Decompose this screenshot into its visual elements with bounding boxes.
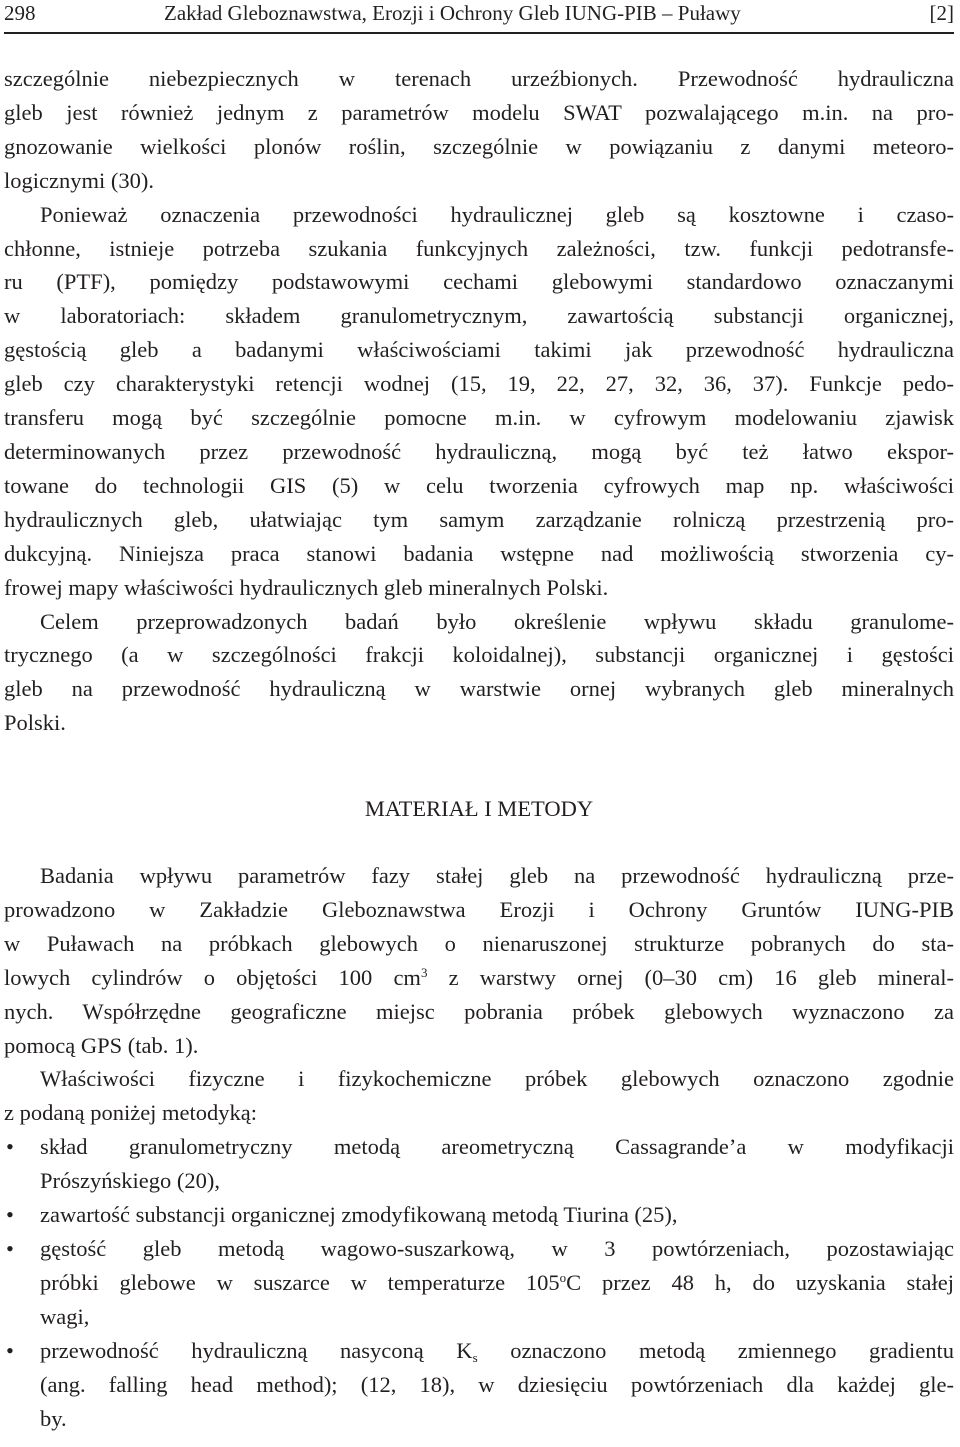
text-line: frowej mapy właściwości hydraulicznych gleb mineralnych Polski. <box>4 574 609 600</box>
text-run: oznaczono metodą zmiennego gradientu <box>477 1337 954 1363</box>
text-line: gnozowanie wielkości plonów roślin, szczególnie w powiązaniu z danymi meteoro- <box>4 133 954 159</box>
text-line: Celem przeprowadzonych badań było określenie wpływu składu granulome- <box>40 608 954 634</box>
text-line: nych. Współrzędne geograficzne miejsc pobrania próbek glebowych wyznaczono za <box>4 998 954 1024</box>
page-number: 298 <box>4 1 36 25</box>
list-item <box>4 1130 954 1198</box>
reference-tag: [2] <box>929 1 954 25</box>
bullet-icon: • <box>6 1202 14 1228</box>
text-line: w laboratoriach: składem granulometrycznym, zawartością substancji organicznej, <box>4 303 954 329</box>
bullet-icon: • <box>6 1236 14 1261</box>
section-heading: MATERIAŁ I METODY <box>364 796 594 822</box>
list-item <box>4 1198 954 1232</box>
text-line: hydraulicznych gleb, ułatwiając tym samym zarządzanie rolniczą przestrzenią pro- <box>4 506 954 532</box>
text-run: C przez 48 h, do uzyskania stałej <box>566 1269 954 1295</box>
spacer <box>4 826 954 859</box>
text-line: wagi, <box>40 1303 90 1329</box>
text-line: skład granulometryczny metodą areometryczną Cassagrande’a w modyfikacji <box>40 1134 954 1160</box>
text-line: Badania wpływu parametrów fazy stałej gleb na przewodność hydrauliczną prze- <box>40 863 954 889</box>
text-line: Polski. <box>4 710 66 736</box>
paragraph <box>4 62 954 198</box>
text-line: w Puławach na próbkach glebowych o nienaruszonej strukturze pobranych do sta- <box>4 930 954 956</box>
text-line: (ang. falling head method); (12, 18), w dziesięciu powtórzeniach dla każdej gle- <box>40 1371 954 1397</box>
text-line: gęstość gleb metodą wagowo-suszarkową, w 3 powtórzeniach, pozostawiając <box>40 1236 954 1261</box>
text-line: Prószyńskiego (20), <box>40 1168 220 1194</box>
text-line: Ponieważ oznaczenia przewodności hydraulicznej gleb są kosztowne i czaso- <box>40 201 954 227</box>
text-line: gleb na przewodność hydrauliczną w warstwie ornej wybranych gleb mineralnych <box>4 676 954 702</box>
list-item <box>4 1232 954 1334</box>
text-line: prowadzono w Zakładzie Gleboznawstwa Erozji i Ochrony Gruntów IUNG-PIB <box>4 896 954 922</box>
paragraph <box>4 1062 954 1130</box>
text-line: zawartość substancji organicznej zmodyfikowaną metodą Tiurina (25), <box>40 1202 678 1228</box>
text-line: gleb jest również jednym z parametrów modelu SWAT pozwalającego m.in. na pro- <box>4 99 954 125</box>
text-line: Właściwości fizyczne i fizykochemiczne próbek glebowych oznaczono zgodnie <box>40 1066 954 1092</box>
paragraph <box>4 859 954 1062</box>
paragraph <box>4 198 954 605</box>
text-line <box>40 1334 954 1368</box>
text-line: gleb czy charakterystyki retencji wodnej (15, 19, 22, 27, 32, 36, 37). Funkcje pedo- <box>4 371 954 397</box>
text-run: próbki glebowe w suszarce w temperaturze 105 <box>40 1269 560 1295</box>
list-item <box>4 1334 954 1436</box>
text-run: lowych cylindrów o objętości 100 cm <box>4 964 421 990</box>
text-run: z warstwy ornej (0–30 cm) 16 gleb mineral- <box>427 964 954 990</box>
text-line: trycznego (a w szczególności frakcji koloidalnej), substancji organicznej i gęstości <box>4 642 954 668</box>
header-rule <box>4 32 954 34</box>
text-line: z podaną poniżej metodyką: <box>4 1100 258 1126</box>
running-header <box>4 0 954 36</box>
text-line: determinowanych przez przewodność hydrauliczną, mogą być też łatwo ekspor- <box>4 438 954 464</box>
subscript: s <box>472 1349 478 1365</box>
bullet-icon: • <box>6 1134 14 1160</box>
paragraph <box>4 605 954 741</box>
superscript: o <box>559 1269 567 1285</box>
text-line: logicznymi (30). <box>4 167 154 193</box>
spacer <box>4 740 954 792</box>
bullet-icon: • <box>6 1337 14 1363</box>
text-line: dukcyjną. Niniejsza praca stanowi badania wstępne nad możliwością stworzenia cy- <box>4 540 954 566</box>
running-title: Zakład Gleboznawstwa, Erozji i Ochrony Gleb IUNG-PIB – Puławy <box>164 1 741 25</box>
text-line: towane do technologii GIS (5) w celu tworzenia cyfrowych map np. właściwości <box>4 472 954 498</box>
text-run: przewodność hydrauliczną nasyconą K <box>40 1337 473 1363</box>
text-line: gęstością gleb a badanymi właściwościami takimi jak przewodność hydrauliczna <box>4 337 954 363</box>
text-line: ru (PTF), pomiędzy podstawowymi cechami glebowymi standardowo oznaczanymi <box>4 269 954 295</box>
text-line <box>40 1266 954 1300</box>
text-line: chłonne, istnieje potrzeba szukania funkcyjnych zależności, tzw. funkcji pedotransfe- <box>4 235 954 261</box>
text-line: pomocą GPS (tab. 1). <box>4 1032 199 1058</box>
text-line: transferu mogą być szczególnie pomocne m.in. w cyfrowym modelowaniu zjawisk <box>4 405 954 431</box>
text-line: by. <box>40 1405 67 1431</box>
text-line: szczególnie niebezpiecznych w terenach urzeźbionych. Przewodność hydrauliczna <box>4 66 954 91</box>
superscript: 3 <box>420 964 428 980</box>
body-text <box>4 62 954 1435</box>
text-line <box>4 961 954 995</box>
